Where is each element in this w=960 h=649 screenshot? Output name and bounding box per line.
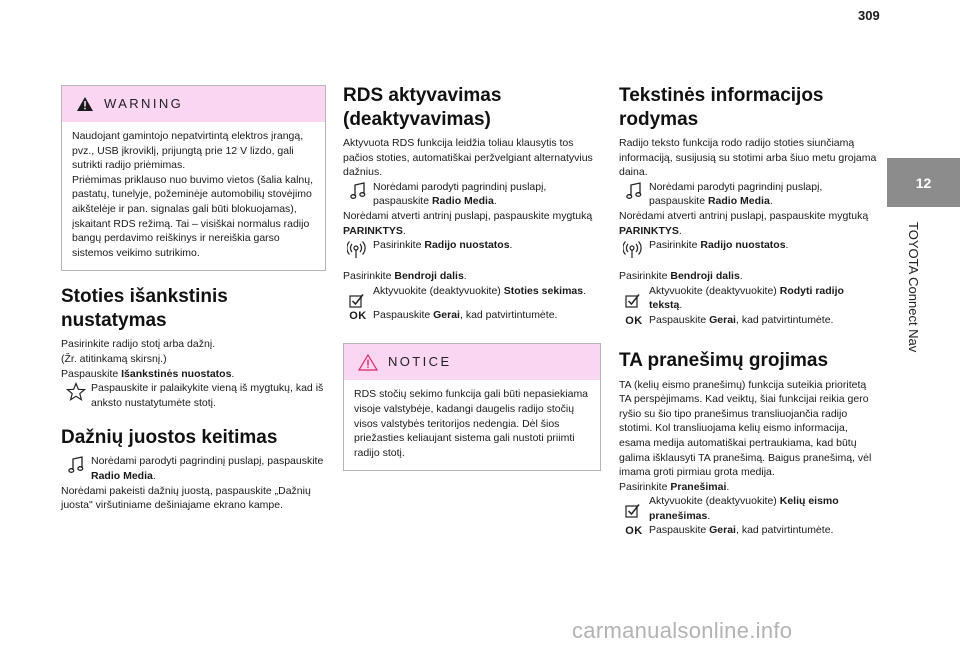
band-step-post: . xyxy=(152,469,156,482)
text-info-radio-settings-label: Radijo nuostatos xyxy=(700,239,786,252)
rds-step-1-text xyxy=(373,180,601,209)
chapter-title: TOYOTA Connect Nav xyxy=(906,222,921,353)
warning-box xyxy=(61,85,326,271)
text-info-text-2 xyxy=(619,209,879,238)
ta-step-1-pre: Aktyvuokite (deaktyvuokite) xyxy=(649,495,780,508)
text-info-step-4-pre: Paspauskite xyxy=(649,313,710,326)
ta-heading: TA pranešimų grojimas xyxy=(619,349,829,371)
text-info-text-3-post: . xyxy=(739,270,743,283)
text-info-step-2 xyxy=(619,238,879,259)
text-info-text-2-post: . xyxy=(678,224,682,237)
ta-traffic-label: Kelių eismo pranešimas xyxy=(649,495,839,522)
presets-line-3 xyxy=(61,367,326,382)
rds-radio-settings-label: Radijo nuostatos xyxy=(424,239,510,252)
checkbox-icon xyxy=(343,284,373,308)
text-info-step-4-post: , kad patvirtintumėte. xyxy=(735,313,834,326)
notice-title: NOTICE xyxy=(388,354,452,370)
band-heading: Dažnių juostos keitimas xyxy=(61,427,278,449)
notice-body xyxy=(344,380,600,470)
text-info-radio-text-label: Rodyti radijo tekstą xyxy=(649,284,844,312)
ta-messages-label: Pranešimai xyxy=(670,480,727,493)
ta-text-2-post: . xyxy=(726,480,730,493)
rds-step-3-pre: Aktyvuokite (deaktyvuokite) xyxy=(373,284,504,297)
rds-ok-label: Gerai xyxy=(433,308,460,321)
text-info-text-3-pre: Pasirinkite xyxy=(619,270,671,283)
rds-step-2-pre: Pasirinkite xyxy=(373,239,425,252)
text-info-step-2-text xyxy=(649,238,879,253)
text-info-step-1-text xyxy=(649,180,879,209)
column-right xyxy=(619,84,879,539)
ta-text-2 xyxy=(619,480,879,495)
text-info-step-3-pre: Aktyvuokite (deaktyvuokite) xyxy=(649,284,780,297)
text-info-options-label: PARINKTYS xyxy=(619,224,679,237)
rds-step-2 xyxy=(343,238,601,259)
text-info-step-3-post: . xyxy=(679,299,683,312)
column-left xyxy=(61,85,326,513)
presets-line-3-text: Paspauskite xyxy=(61,367,122,380)
rds-step-2-post: . xyxy=(509,239,513,252)
page-number: 309 xyxy=(858,8,880,23)
rds-options-label: PARINKTYS xyxy=(343,224,403,237)
rds-text-2 xyxy=(343,209,601,238)
rds-text-3 xyxy=(343,269,601,284)
column-middle xyxy=(343,84,601,471)
text-info-step-4-text xyxy=(649,313,879,328)
warning-header xyxy=(62,86,325,122)
ok-icon: OK xyxy=(625,525,643,538)
warning-icon xyxy=(76,96,94,112)
presets-line-1: Pasirinkite radijo stotį arba dažnį. xyxy=(61,338,216,351)
rds-step-3-post: . xyxy=(583,284,587,297)
ta-step-1-text xyxy=(649,494,879,523)
presets-button-label: Išankstinės nuostatos xyxy=(121,367,232,380)
warning-text-2: Priėmimas priklauso nuo buvimo vietos (šalia kalnų, pastatų, tunelyje, požeminėje automobilių stovėjimo aikštelėje ir pan. signalas gali būti blokuojamas), įskaitant RDS režimą. Tai – visiškai normalus radijo bangų perdavimo reiškinys ir nereiškia garso sistemos veikimo sutrikimo. xyxy=(72,173,314,259)
rds-general-label: Bendroji dalis xyxy=(394,270,464,283)
rds-text-3-post: . xyxy=(463,270,467,283)
band-step-pre: Norėdami parodyti pagrindinį puslapį, paspauskite xyxy=(91,455,324,468)
ok-icon: OK xyxy=(625,314,643,327)
notice-header xyxy=(344,344,600,380)
rds-heading: RDS aktyvavimas (deaktyvavimas) xyxy=(343,85,502,130)
rds-step-4-text xyxy=(373,308,601,323)
text-info-heading: Tekstinės informacijos rodymas xyxy=(619,85,824,130)
ta-step-2-post: , kad patvirtintumėte. xyxy=(735,524,834,537)
band-step-text xyxy=(91,454,326,483)
rds-radio-media-label: Radio Media xyxy=(431,195,494,208)
notice-box xyxy=(343,343,601,471)
rds-step-4-post: , kad patvirtintumėte. xyxy=(459,308,558,321)
presets-step xyxy=(61,381,326,410)
text-info-step-1-pre: Norėdami parodyti pagrindinį puslapį, paspauskite xyxy=(649,180,823,208)
radio-settings-icon xyxy=(343,238,373,259)
ta-step-1-post: . xyxy=(707,509,711,522)
star-icon xyxy=(61,381,91,402)
music-note-icon xyxy=(61,454,91,475)
checkbox-icon xyxy=(619,284,649,308)
rds-step-4 xyxy=(343,308,601,324)
text-info-ok-label: Gerai xyxy=(709,313,736,326)
warning-title: WARNING xyxy=(104,95,184,111)
rds-text-2-post: . xyxy=(402,224,406,237)
ta-text-2-pre: Pasirinkite xyxy=(619,480,671,493)
presets-line-3-end: . xyxy=(231,367,235,380)
band-radio-media-label: Radio Media xyxy=(91,469,153,482)
ta-intro: TA (kelių eismo pranešimų) funkcija suteikia prioritetą TA perspėjimams. Kad veiktų, šiai funkcijai reikia gero ryšio su šio tipo pranešimus transliuojančia radijo stotimi. Kol transliuojama kelių eismo informacija, esama medija automatiškai pertraukiama, kad būtų galima išklausyti TA pranešimą. Baigus pranešimą, vėl imama groti pirmiau grota medija. xyxy=(619,378,872,479)
ok-icon: OK xyxy=(349,309,367,322)
text-info-step-1-post: . xyxy=(769,195,773,208)
text-info-intro: Radijo teksto funkcija rodo radijo stoties siunčiamą informaciją, susijusią su stotimi arba šiuo metu grojama daina. xyxy=(619,137,877,179)
rds-step-1-pre: Norėdami parodyti pagrindinį puslapį, paspauskite xyxy=(373,180,547,208)
text-info-step-3-text xyxy=(649,284,879,313)
rds-step-2-text xyxy=(373,238,601,253)
warning-body xyxy=(62,122,325,270)
rds-text-2-pre: Norėdami atverti antrinį puslapį, paspauskite mygtuką xyxy=(343,209,593,222)
rds-station-follow-label: Stoties sekimas xyxy=(503,284,584,297)
text-info-step-2-pre: Pasirinkite xyxy=(649,239,701,252)
radio-settings-icon xyxy=(619,238,649,259)
chapter-tab[interactable] xyxy=(887,158,960,207)
ta-step-2 xyxy=(619,523,879,539)
ta-step-1 xyxy=(619,494,879,523)
rds-step-3 xyxy=(343,284,601,308)
music-note-icon xyxy=(619,180,649,201)
checkbox-icon xyxy=(619,494,649,518)
watermark: carmanualsonline.info xyxy=(572,618,793,643)
ta-step-2-pre: Paspauskite xyxy=(649,524,710,537)
band-step xyxy=(61,454,326,483)
presets-step-text: Paspauskite ir palaikykite vieną iš mygtukų, kad iš anksto nustatytumėte stotį. xyxy=(91,382,324,409)
presets-heading: Stoties išankstinis nustatymas xyxy=(61,286,228,332)
notice-icon xyxy=(358,354,378,371)
ta-ok-label: Gerai xyxy=(709,524,736,537)
warning-text: Naudojant gamintojo nepatvirtintą elektros įrangą, pvz., USB įkroviklį, prijungtą prie 12 V lizdo, gali sutrikti radijo priėmimas. xyxy=(72,130,304,172)
rds-step-3-text xyxy=(373,284,601,299)
band-text: Norėdami pakeisti dažnių juostą, paspauskite „Dažnių juosta" viršutiniame dešiniajame ekrano kampe. xyxy=(61,484,311,512)
rds-step-4-pre: Paspauskite xyxy=(373,308,434,321)
chapter-number: 12 xyxy=(915,174,932,191)
rds-intro: Aktyvuota RDS funkcija leidžia toliau klausytis tos pačios stoties, automatiškai peržvelgiant alternatyvius dažnius. xyxy=(343,137,593,179)
rds-step-1-post: . xyxy=(493,195,497,208)
presets-line-2: (Žr. atitinkamą skirsnį.) xyxy=(61,352,167,365)
rds-text-3-pre: Pasirinkite xyxy=(343,270,395,283)
text-info-text-3 xyxy=(619,269,879,284)
text-info-step-1 xyxy=(619,180,879,209)
notice-text: RDS stočių sekimo funkcija gali būti nepasiekiama visoje valstybėje, kadangi daugelis radijo stočių visos valstybės teritorijos nedengia. Dėl šios priežasties keliaujant sistema gali nustoti priimti radijo stotį. xyxy=(354,388,589,459)
text-info-radio-media-label: Radio Media xyxy=(707,195,770,208)
text-info-step-4 xyxy=(619,313,879,329)
text-info-step-3 xyxy=(619,284,879,313)
text-info-general-label: Bendroji dalis xyxy=(670,270,740,283)
text-info-text-2-pre: Norėdami atverti antrinį puslapį, paspauskite mygtuką xyxy=(619,209,869,222)
music-note-icon xyxy=(343,180,373,201)
text-info-step-2-post: . xyxy=(785,239,789,252)
rds-step-1 xyxy=(343,180,601,209)
ta-step-2-text xyxy=(649,523,879,538)
